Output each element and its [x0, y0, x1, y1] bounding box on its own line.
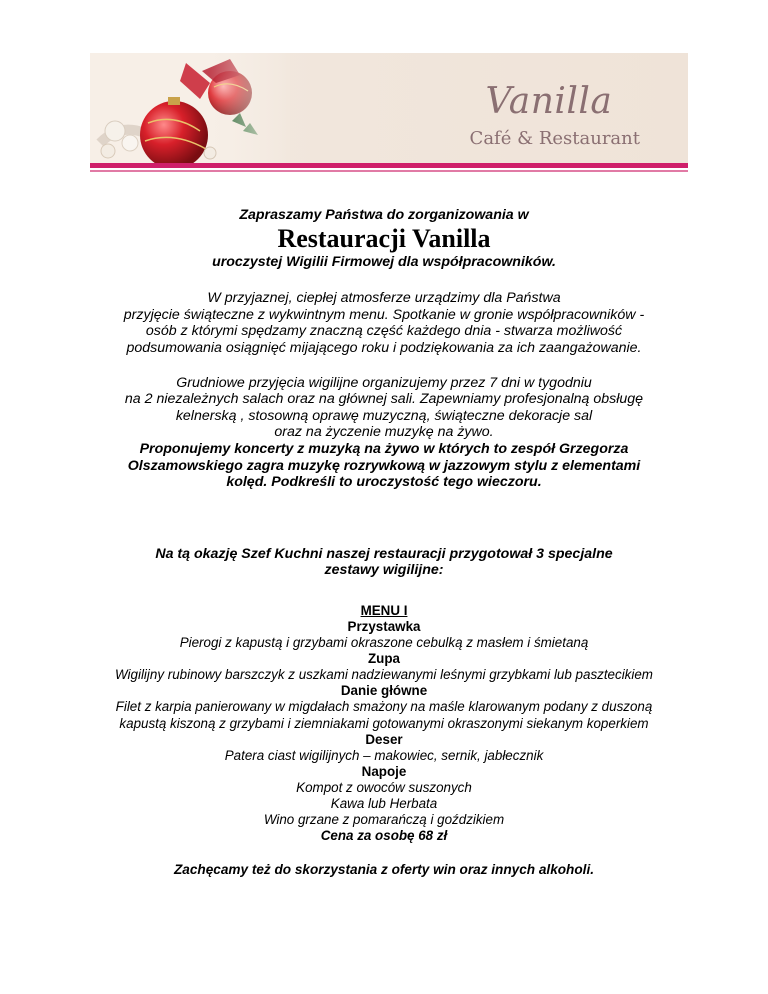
paragraph-line: W przyjaznej, ciepłej atmosferze urządzimy dla Państwa — [207, 290, 561, 307]
paragraph-line: kelnerską , stosowną oprawę muzyczną, świąteczne dekoracje sal — [175, 407, 593, 424]
menu-course-item: Filet z karpia panierowany w migdałach smażony na maśle klarowanym podany z duszoną — [115, 699, 653, 715]
banner-divider — [90, 163, 688, 168]
paragraph-line: Grudniowe przyjęcia wigilijne organizujemy przez 7 dni w tygodniu — [176, 374, 592, 391]
paragraph-line: oraz na życzenie muzykę na żywo. — [274, 424, 494, 441]
menu-course-item: Wigilijny rubinowy barszczyk z uszkami nadziewanymi leśnymi grzybkami lub pasztecikiem — [115, 667, 653, 683]
menu-course-label: Napoje — [361, 763, 407, 779]
menu-course-item: Kompot z owoców suszonych — [296, 779, 472, 795]
menu-course-label: Danie główne — [340, 683, 428, 699]
menu-price: Cena za osobę 68 zł — [320, 828, 448, 844]
christmas-ornament-image — [90, 53, 290, 163]
intro-subline: uroczystej Wigilii Firmowej dla współpracowników. — [212, 253, 556, 270]
paragraph-line-bold: Proponujemy koncerty z muzyką na żywo w których to zespół Grzegorza — [139, 440, 629, 457]
paragraph-events — [60, 375, 708, 491]
paragraph-line: na 2 niezależnych salach oraz na głównej sali. Zapewniamy profesjonalną obsługę — [124, 391, 644, 408]
menu-course-label: Deser — [365, 731, 403, 747]
menu-course-label: Przystawka — [347, 619, 421, 634]
brand-logo — [468, 81, 640, 149]
closing-line: Zachęcamy też do skorzystania z oferty win oraz innych alkoholi. — [173, 862, 594, 878]
banner-divider-thin — [90, 170, 688, 172]
menu-course-item: kapustą kiszoną z grzybami i ziemniakami gotowanymi okraszonymi siekanym koperkiem — [119, 715, 649, 731]
menu-course-item: Patera ciast wigilijnych – makowiec, sernik, jabłecznik — [224, 747, 544, 763]
header-banner — [90, 53, 688, 163]
paragraph-atmosphere — [60, 290, 708, 356]
chef-line: Na tą okazję Szef Kuchni naszej restauracji przygotował 3 specjalne — [155, 545, 613, 562]
brand-subtitle: Café & Restaurant — [469, 128, 640, 149]
paragraph-line-bold: kolęd. Podkreśli to uroczystość tego wieczoru. — [226, 474, 542, 491]
menu-course-item: Pierogi z kapustą i grzybami okraszone cebulką z masłem i śmietaną — [179, 635, 589, 651]
paragraph-line-bold: Olszamowskiego zagra muzykę rozrywkową w jazzowym stylu z elementami — [127, 457, 641, 474]
menu-course-item: Kawa lub Herbata — [330, 796, 438, 812]
brand-name: Vanilla — [485, 81, 613, 122]
paragraph-line: osób z którymi spędzamy znaczną część każdego dnia - stwarza możliwość — [145, 323, 623, 340]
paragraph-line: przyjęcie świąteczne z wykwintnym menu. Spotkanie w gronie współpracowników - — [123, 306, 645, 323]
menu-section — [60, 603, 708, 844]
menu-course-label: Zupa — [368, 651, 400, 667]
menu-course-item: Wino grzane z pomarańczą i goździkiem — [263, 812, 505, 828]
chef-line: zestawy wigilijne: — [324, 562, 444, 579]
document-body — [60, 207, 708, 893]
menu-heading: MENU I — [360, 602, 408, 618]
restaurant-title: Restauracji Vanilla — [277, 223, 491, 253]
paragraph-line: podsumowania osiągnięć mijającego roku i podziękowania za ich zaangażowanie. — [126, 339, 642, 356]
intro-line: Zapraszamy Państwa do zorganizowania w — [239, 207, 529, 223]
chef-announcement — [60, 546, 708, 579]
